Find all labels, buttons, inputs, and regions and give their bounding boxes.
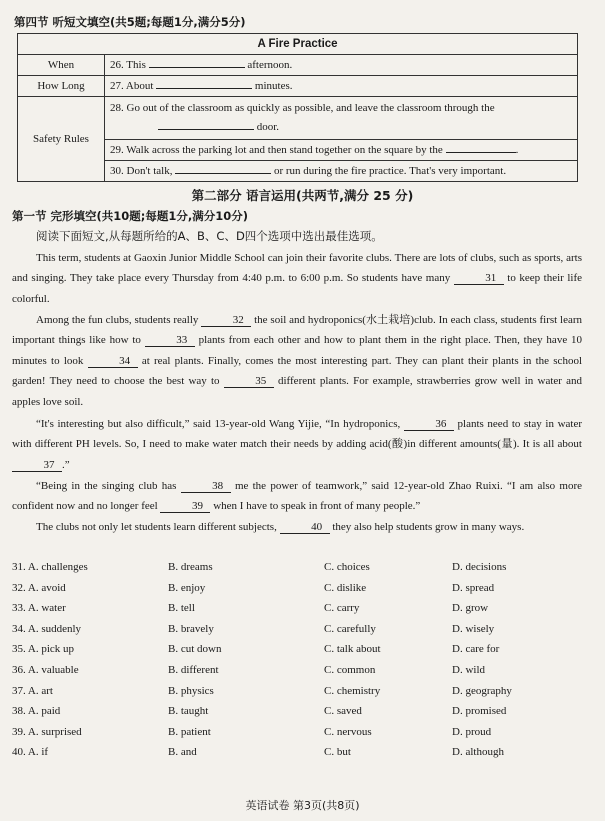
option-33-b[interactable]: B. tell [168,602,195,615]
option-34-c[interactable]: C. carefully [324,622,376,635]
option-31-c[interactable]: C. choices [324,561,370,573]
option-33-c[interactable]: C. carry [324,602,360,615]
option-37-d[interactable]: D. geography [452,684,512,697]
option-37-c[interactable]: C. chemistry [324,684,381,697]
passage-paragraph-2: Among the fun clubs, students really 32 the soil and hydroponics(水土栽培)club. In each class, students first learn important things like how to 33 plants from each other and how to plant them in the right place. Then, they have 10 minutes to look 34 at real plants. Finally, comes the most interesting part. They can plant their plants in the school garden! They need to choose the best way to 35 different plants. For example, strawberries grow well in water and apples love soil. [12,314,583,408]
option-34-b[interactable]: B. bravely [168,622,214,635]
instruction: 阅读下面短文,从每题所给的A、B、C、D四个选项中选出最佳选项。 [36,229,383,243]
option-38-b[interactable]: B. taught [168,705,209,718]
cloze-blank-40[interactable]: 40 [280,521,330,534]
option-35-c[interactable]: C. talk about [324,643,381,656]
fire-practice-table [17,33,578,182]
option-35-d[interactable]: D. care for [452,643,500,656]
option-row-34 [12,623,582,643]
option-39-a[interactable]: 39. A. surprised [12,725,82,738]
passage-paragraph-5: The clubs not only let students learn different subjects, 40 they also help students grow in many ways. [36,521,525,533]
option-32-c[interactable]: C. dislike [324,581,367,594]
option-32-d[interactable]: D. spread [452,581,495,594]
option-38-c[interactable]: C. saved [324,705,362,718]
option-36-d[interactable]: D. wild [452,664,485,676]
rule-30: 30. Don't talk, or run during the fire practice. That's very important. [105,161,578,182]
row-label-how-long: How Long [18,76,105,97]
option-31-a[interactable]: 31. A. challenges [12,561,88,573]
option-row-31 [12,561,582,581]
option-row-35 [12,643,582,663]
part2-title: 第二部分 语言运用(共两节,满分 25 分) [191,188,414,203]
option-31-b[interactable]: B. dreams [168,561,213,573]
option-40-d[interactable]: D. although [452,746,504,759]
cloze-blank-36[interactable]: 36 [404,418,454,431]
cloze-blank-38[interactable]: 38 [181,480,231,493]
option-36-b[interactable]: B. different [168,664,219,676]
option-34-a[interactable]: 34. A. suddenly [12,622,82,635]
option-37-b[interactable]: B. physics [168,684,214,697]
passage-paragraph-3: “It's interesting but also difficult,” said 13-year-old Wang Yijie, “In hydroponics, 36 plants need to stay in water with different PH levels. So, I need to make water match their needs by adding acid(酸)in different amounts(量). It is all about 37 .” [12,418,583,471]
cloze-blank-37[interactable]: 37 [12,459,62,472]
option-38-d[interactable]: D. promised [452,705,507,718]
answer-blank-30[interactable] [175,173,271,174]
page-footer: 英语试卷 第3页(共8页) [245,799,360,812]
option-row-39 [12,726,582,746]
rule-29: 29. Walk across the parking lot and then stand together on the square by the . [105,140,578,161]
option-34-d[interactable]: D. wisely [452,622,495,635]
passage-paragraph-1: This term, students at Gaoxin Junior Middle School can join their favorite clubs. There are lots of clubs, such as sports, arts and singing. They take place every Thursday from 4:40 p.m. to 6:00 p.m. So students have many 31 to keep their life colorful. [12,252,583,305]
cloze-blank-33[interactable]: 33 [145,334,195,347]
row-label-when: When [18,55,105,76]
option-row-40 [12,746,582,766]
option-31-d[interactable]: D. decisions [452,561,507,573]
section4-title: 第四节 听短文填空(共5题;每题1分,满分5分) [14,15,246,29]
answer-blank-26[interactable] [149,67,245,68]
option-37-a[interactable]: 37. A. art [12,684,53,697]
answer-blank-27[interactable] [156,88,252,89]
option-39-b[interactable]: B. patient [168,725,211,738]
option-39-c[interactable]: C. nervous [324,725,372,738]
option-36-c[interactable]: C. common [324,664,376,676]
option-32-a[interactable]: 32. A. avoid [12,581,66,594]
option-row-37 [12,685,582,705]
cloze-blank-39[interactable]: 39 [160,500,210,513]
passage-paragraph-4: “Being in the singing club has 38 me the power of teamwork,” said 12-year-old Zhao Ruixi. “I am also more confident now and no longer feel 39 when I have to speak in front of many people.” [12,480,583,513]
answer-blank-28[interactable] [158,129,254,130]
option-40-b[interactable]: B. and [168,746,197,759]
cloze-blank-31[interactable]: 31 [454,272,504,285]
cloze-blank-35[interactable]: 35 [224,375,274,388]
table-heading: A Fire Practice [18,34,578,55]
row-how-long: 27. About minutes. [105,76,578,97]
section1-title: 第一节 完形填空(共10题;每题1分,满分10分) [12,209,248,223]
answer-blank-29[interactable] [446,152,516,153]
option-row-33 [12,602,582,622]
option-40-c[interactable]: C. but [324,746,351,759]
option-row-38 [12,705,582,725]
row-when: 26. This afternoon. [105,55,578,76]
option-36-a[interactable]: 36. A. valuable [12,664,79,676]
option-35-b[interactable]: B. cut down [168,643,222,656]
cloze-blank-34[interactable]: 34 [88,355,138,368]
row-label-safety-rules: Safety Rules [18,97,105,182]
option-39-d[interactable]: D. proud [452,725,492,738]
option-row-32 [12,582,582,602]
option-33-a[interactable]: 33. A. water [12,602,66,615]
option-32-b[interactable]: B. enjoy [168,581,206,594]
option-row-36 [12,664,582,684]
cloze-blank-32[interactable]: 32 [201,314,251,327]
option-35-a[interactable]: 35. A. pick up [12,643,75,656]
option-33-d[interactable]: D. grow [452,602,489,615]
option-40-a[interactable]: 40. A. if [12,746,49,759]
option-38-a[interactable]: 38. A. paid [12,705,61,718]
rule-28: 28. Go out of the classroom as quickly as possible, and leave the classroom through the door. [105,97,578,140]
